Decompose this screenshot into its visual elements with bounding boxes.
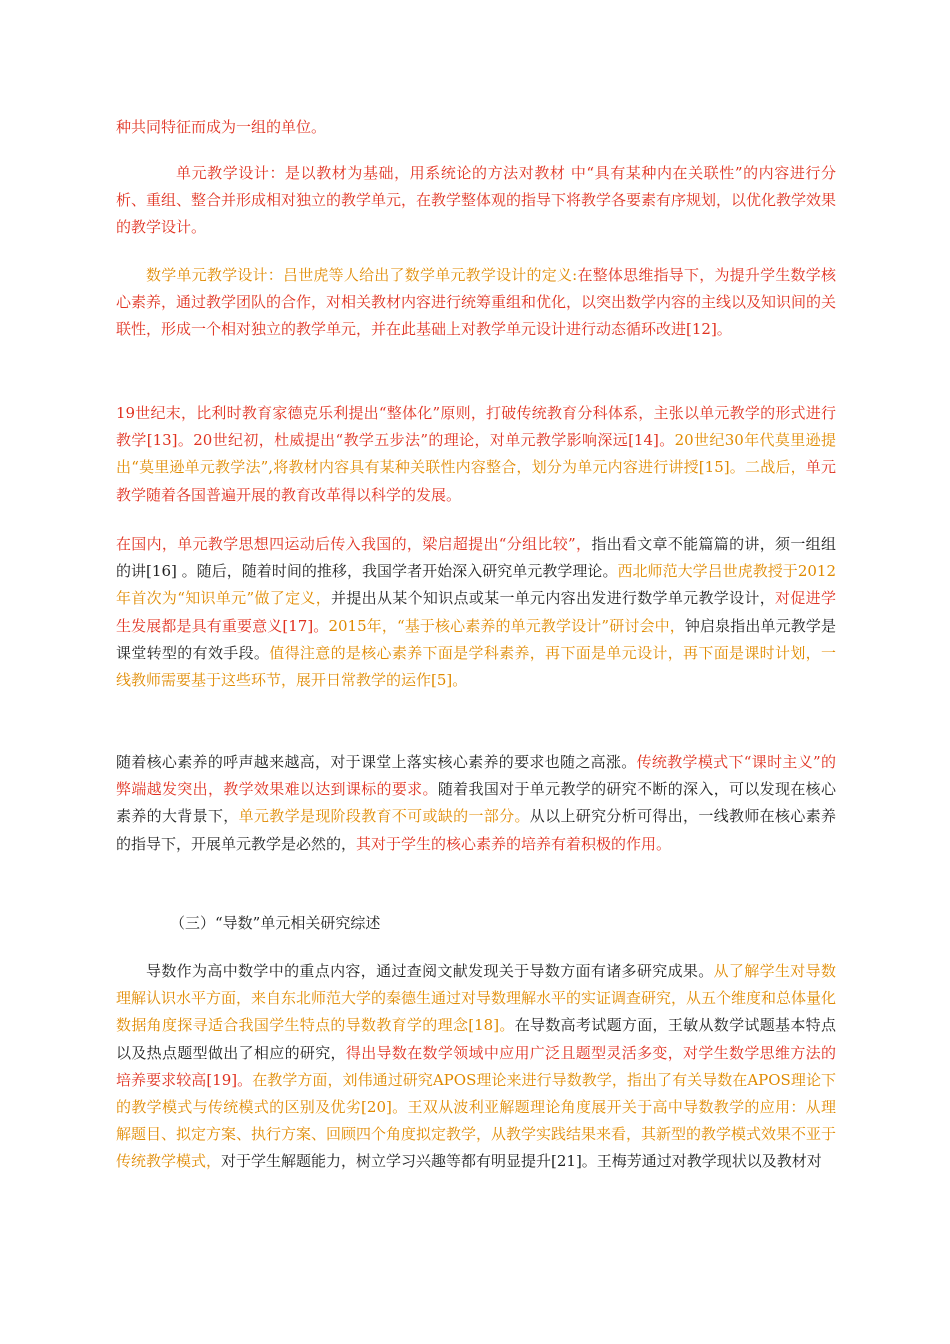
text-segment: 在整体思维指导下，为提升学生数学核心素养，通过教学团队的合作，对相关教材内容进行统筹重组和优化，以突出数学内容的主线以及知识间的关联性，形成一个相对独立的教学单元，并在此基础上对教学单元设计进行动态循环改进[12]。 bbox=[116, 266, 837, 339]
text-segment: 随着核心素养的呼声越来越高，对于课堂上落实核心素养的要求也随之高涨。 bbox=[116, 753, 637, 771]
text-segment: 在导数高考试题方面，王敏从数学试题基本特点以及热点题型做出了相应的研究， bbox=[116, 1016, 836, 1062]
paragraph-derivative-research bbox=[116, 958, 836, 1176]
section-heading bbox=[116, 910, 836, 937]
text-segment: 19世纪末，比利时教育家德克乐利提出“整体化”原则，打破传统教育分科体系，主张以单元教学的形式进行教学[13]。20世纪初，杜威提出“教学五步法”的理论，对单元教学影响深远[14]。 bbox=[116, 404, 836, 450]
paragraph-1 bbox=[116, 114, 836, 141]
text-segment: 值得注意的是核心素养下面是学科素养，再下面是单元设计，再下面是课时计划，一线教师需要基于这些环节，展开日常教学的运作[5]。 bbox=[116, 643, 836, 690]
text-segment: 对促进学生发展都是具有重要意义[17]。 bbox=[116, 589, 836, 635]
text-segment: 在教学方面，刘伟通过研究APOS理论来进行导数教学，指出了有关导数在APOS理论下的教学模式与传统模式的区别及优劣[20]。王双从波利亚解题理论角度展开关于高中导数教学的应用：从理解题目、拟定方案、执行方案、回顾四个角度拟定教学，从教学实践结果来看，其新型的教学模式效果不亚于传统教学模式， bbox=[116, 1070, 837, 1171]
text-segment: 导数作为高中数学中的重点内容，通过查阅文献发现关于导数方面有诸多研究成果。 bbox=[146, 962, 714, 980]
text-segment: 单元教学设计：是以教材为基础，用系统论的方法对教材 中“具有某种内在关联性”的内容进行分析、重组、整合并形成相对独立的教学单元，在教学整体观的指导下将教学各要素有序规划，以优化教学效果的教学设计。 bbox=[116, 164, 837, 237]
text-segment: 种共同特征而成为一组的单位。 bbox=[116, 118, 327, 136]
paragraph-core-literacy bbox=[116, 749, 836, 858]
text-segment: 西北师范大学吕世虎教授于2012年首次为“知识单元”做了定义， bbox=[116, 562, 837, 608]
text-segment: 其对于学生的核心素养的培养有着积极的作用。 bbox=[356, 834, 672, 853]
text-segment: 2015年，“基于核心素养的单元教学设计”研讨会中， bbox=[328, 616, 685, 635]
text-segment: 单元教学随着各国普遍开展的教育改革得以科学的发展。 bbox=[116, 458, 836, 504]
text-segment: 在国内，单元教学思想四运动后传入我国的，梁启超提出“分组比较”， bbox=[116, 535, 592, 553]
text-segment: 并提出从某个知识点或某一单元内容出发进行数学单元教学设计， bbox=[331, 589, 776, 608]
text-segment: 指出看文章不能篇篇的讲，须一组组的讲[16] 。随后，随着时间的推移，我国学者开始深入研究单元教学理论。 bbox=[116, 535, 836, 581]
text-segment: 对于学生解题能力，树立学习兴趣等都有明显提升[21]。王梅芳通过对教学现状以及教材对 bbox=[221, 1152, 822, 1171]
text-segment: 从了解学生对导数理解认识水平方面，来自东北师范大学的秦德生通过对导数理解水平的实证调查研究，从五个维度和总体量化数据角度探寻适合我国学生特点的导数教育学的理念[18]。 bbox=[116, 962, 837, 1035]
text-segment: 20世纪30年代莫里逊提出“莫里逊单元教学法”,将教材内容具有某种关联性内容整合，划分为单元内容进行讲授[15]。二战后， bbox=[116, 431, 836, 477]
text-segment: 从以上研究分析可得出，一线教师在核心素养的指导下，开展单元教学是必然的， bbox=[116, 807, 836, 853]
paragraph-domestic-history bbox=[116, 531, 836, 694]
text-segment: 单元教学是现阶段教育不可或缺的一部分。 bbox=[238, 807, 530, 826]
text-segment: 钟启泉指出单元教学是课堂转型的有效手段。 bbox=[116, 616, 836, 662]
text-segment: 传统教学模式下“课时主义”的弊端越发突出，教学效果难以达到课标的要求。 bbox=[116, 753, 836, 799]
paragraph-unit-design-definition bbox=[116, 160, 836, 242]
section-title: （三）“导数”单元相关研究综述 bbox=[170, 914, 381, 932]
text-segment: 得出导数在数学领域中应用广泛且题型灵活多变，对学生数学思维方法的培养要求较高[19]。 bbox=[116, 1043, 836, 1089]
paragraph-math-unit-design-definition bbox=[116, 262, 836, 344]
paragraph-foreign-history bbox=[116, 400, 836, 509]
text-segment: 随着我国对于单元教学的研究不断的深入，可以发现在核心素养的大背景下， bbox=[116, 780, 836, 826]
text-segment: 数学单元教学设计：吕世虎等人给出了数学单元教学设计的定义: bbox=[146, 266, 578, 284]
